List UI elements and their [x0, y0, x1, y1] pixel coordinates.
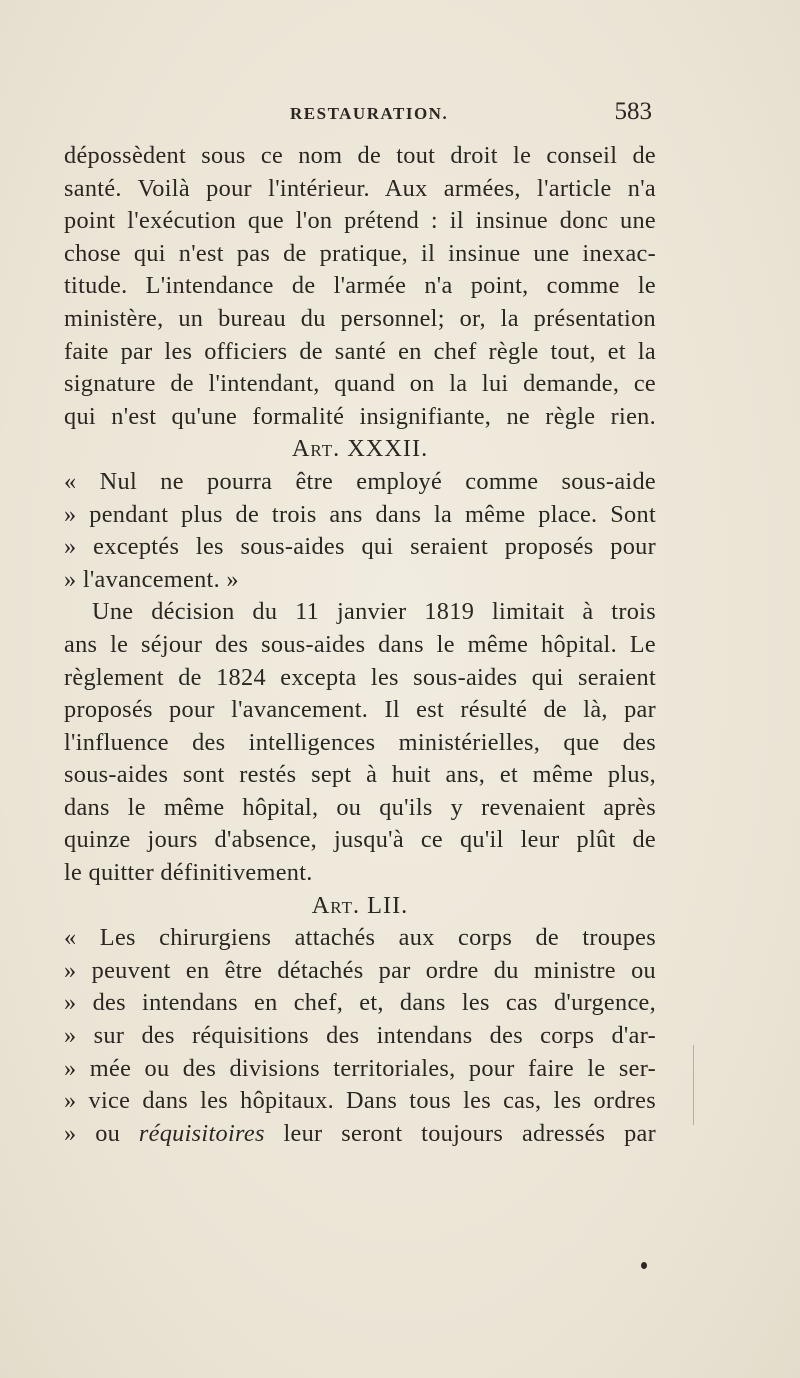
text-line: » sur des réquisitions des intendans des corps d'ar- [64, 1022, 656, 1050]
text-line: dépossèdent sous ce nom de tout droit le conseil de [64, 142, 656, 169]
text-line: » pendant plus de trois ans dans la même place. Sont [64, 500, 656, 528]
text-line: sous-aides sont restés sept à huit ans, et même plus, [64, 761, 656, 789]
text-line: chose qui n'est pas de pratique, il insinue une inexac- [64, 239, 656, 267]
text-line: dans le même hôpital, ou qu'ils y revenaient après [64, 793, 656, 821]
text-line: proposés pour l'avancement. Il est résulté de là, par [64, 696, 656, 724]
ink-dot [641, 1262, 647, 1269]
text-line: « Nul ne pourra être employé comme sous-aide [64, 467, 656, 495]
page-number: 583 [614, 98, 652, 125]
text-line: » vice dans les hôpitaux. Dans tous les cas, les ordres [64, 1087, 656, 1115]
text-line: ministère, un bureau du personnel; or, la présentation [64, 304, 656, 332]
article-number: XXXII. [347, 435, 429, 463]
text-line: santé. Voilà pour l'intérieur. Aux armées, l'article n'a [64, 174, 656, 202]
text-line: l'influence des intelligences ministérielles, que des [64, 728, 656, 756]
text-line: le quitter définitivement. [64, 859, 313, 887]
text-fragment: leur seront toujours adressés par [264, 1119, 656, 1147]
article-label: Art. [291, 435, 341, 463]
text-line: signature de l'intendant, quand on la lui demande, ce [64, 370, 656, 398]
paragraph-1 [64, 140, 656, 433]
article-heading-xxxii [64, 433, 656, 466]
text-line: quinze jours d'absence, jusqu'à ce qu'il leur plût de [64, 826, 656, 854]
text-line: » des intendans en chef, et, dans les cas d'urgence, [64, 989, 656, 1017]
text-line: qui n'est qu'une formalité insignifiante, ne règle rien. [64, 402, 656, 430]
text-line: titude. L'intendance de l'armée n'a point, comme le [64, 272, 656, 300]
text-line: » peuvent en être détachés par ordre du ministre ou [64, 956, 656, 984]
running-head: RESTAURATION. [290, 104, 449, 123]
quotation-2 [64, 922, 656, 1150]
text-line: » mée ou des divisions territoriales, pour faire le ser- [64, 1054, 656, 1082]
text-line: point l'exécution que l'on prétend : il insinue donc une [64, 207, 656, 235]
quotation-1 [64, 466, 656, 596]
text-line-final [64, 1118, 656, 1151]
text-line: ans le séjour des sous-aides dans le même hôpital. Le [64, 630, 656, 658]
text-line: » exceptés les sous-aides qui seraient proposés pour [64, 533, 656, 561]
body-text [64, 140, 656, 1150]
italic-word: réquisitoires [138, 1119, 265, 1147]
text-line: » l'avancement. » [64, 565, 239, 593]
text-fragment: » ou [64, 1119, 139, 1147]
article-label: Art. [311, 891, 361, 919]
article-heading-lii [64, 890, 656, 923]
text-line: règlement de 1824 excepta les sous-aides qui seraient [64, 663, 656, 691]
text-line: Une décision du 11 janvier 1819 limitait à trois [92, 598, 656, 626]
page-edge-mark [693, 1045, 694, 1125]
article-number: LII. [367, 891, 409, 919]
text-line: faite par les officiers de santé en chef règle tout, et la [64, 337, 656, 365]
page-header [64, 98, 656, 134]
text-line: « Les chirurgiens attachés aux corps de troupes [64, 924, 656, 952]
paragraph-2 [64, 596, 656, 889]
